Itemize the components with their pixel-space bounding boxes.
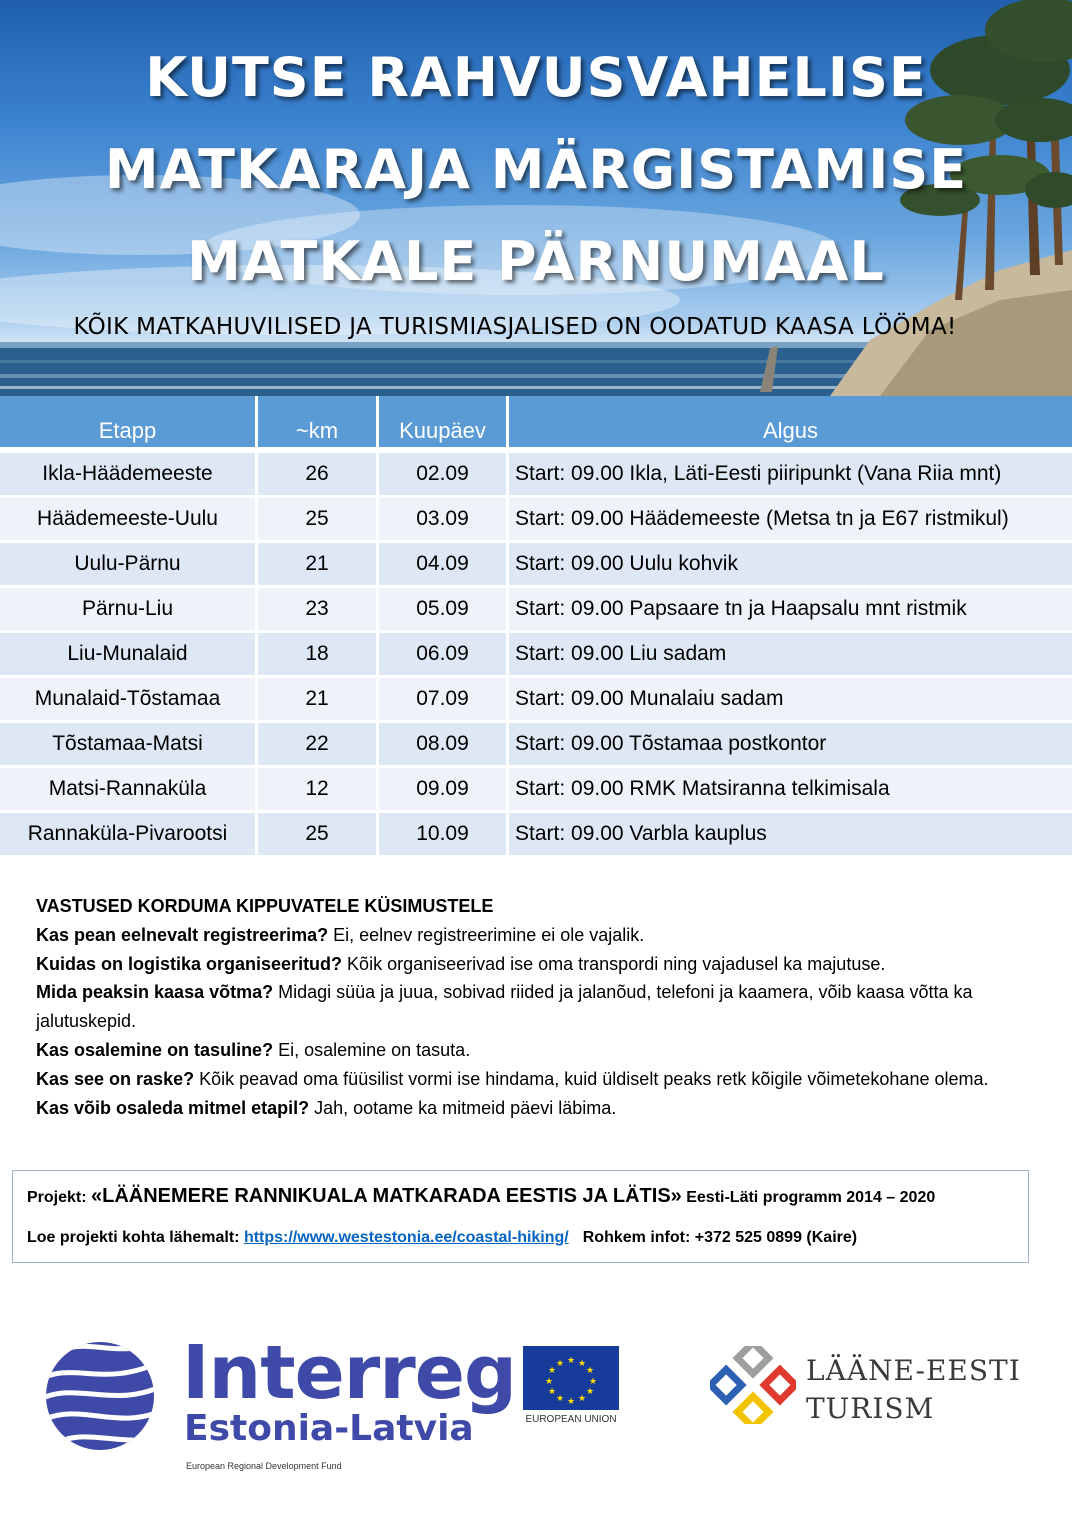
- table-row: [0, 540, 1072, 585]
- faq-question: Kas see on raske?: [36, 1068, 195, 1089]
- title-line-2: MATKARAJA MÄRGISTAMISE: [104, 138, 968, 201]
- date-cell: 03.09: [379, 495, 509, 540]
- faq-answer: Jah, ootame ka mitmeid päevi läbima.: [309, 1097, 617, 1118]
- svg-text:★: ★: [547, 1366, 557, 1376]
- date-cell: 04.09: [379, 540, 509, 585]
- start-cell: Start: 09.00 Papsaare tn ja Haapsalu mnt ristmik: [509, 585, 1072, 630]
- faq-item: [36, 1065, 1036, 1094]
- column-header-km: ~km: [258, 396, 379, 447]
- interreg-emblem-icon: [44, 1340, 156, 1452]
- start-cell: Start: 09.00 Ikla, Läti-Eesti piiripunkt (Vana Riia mnt): [509, 447, 1072, 495]
- svg-text:★: ★: [577, 1359, 587, 1369]
- table-row: [0, 810, 1072, 855]
- km-cell: 26: [258, 447, 379, 495]
- stage-cell: Pärnu-Liu: [0, 585, 258, 630]
- faq-title: VASTUSED KORDUMA KIPPUVATELE KÜSIMUSTELE: [36, 896, 494, 916]
- svg-text:★: ★: [585, 1366, 595, 1376]
- date-cell: 08.09: [379, 720, 509, 765]
- km-cell: 25: [258, 810, 379, 855]
- stage-cell: Munalaid-Tõstamaa: [0, 675, 258, 720]
- column-header-etapp: Etapp: [0, 396, 258, 447]
- date-cell: 10.09: [379, 810, 509, 855]
- eu-label: EUROPEAN UNION: [525, 1414, 617, 1425]
- svg-text:★: ★: [566, 1356, 576, 1366]
- project-line: [27, 1185, 935, 1208]
- faq-answer: Ei, eelnev registreerimine ei ole vajalik.: [328, 924, 645, 945]
- km-cell: 21: [258, 540, 379, 585]
- eu-flag-icon: [523, 1346, 619, 1410]
- table-row: [0, 630, 1072, 675]
- svg-text:★: ★: [588, 1377, 598, 1387]
- column-header-date: Kuupäev: [379, 396, 509, 447]
- start-cell: Start: 09.00 Uulu kohvik: [509, 540, 1072, 585]
- stage-cell: Liu-Munalaid: [0, 630, 258, 675]
- project-programme: Eesti-Läti programm 2014 – 2020: [681, 1189, 936, 1206]
- date-cell: 05.09: [379, 585, 509, 630]
- title-line-1: KUTSE RAHVUSVAHELISE: [145, 46, 927, 109]
- start-cell: Start: 09.00 Liu sadam: [509, 630, 1072, 675]
- svg-text:★: ★: [547, 1387, 557, 1397]
- table-row: [0, 720, 1072, 765]
- faq-item: [36, 950, 1036, 979]
- read-more-label: Loe projekti kohta lähemalt:: [27, 1229, 244, 1246]
- faq-question: Kas osalemine on tasuline?: [36, 1039, 274, 1060]
- start-cell: Start: 09.00 Tõstamaa postkontor: [509, 720, 1072, 765]
- svg-text:★: ★: [577, 1394, 587, 1404]
- start-cell: Start: 09.00 Häädemeeste (Metsa tn ja E67 ristmikul): [509, 495, 1072, 540]
- km-cell: 21: [258, 675, 379, 720]
- table-row: [0, 675, 1072, 720]
- table-row: [0, 447, 1072, 495]
- subtitle: KÕIK MATKAHUVILISED JA TURISMIASJALISED ON OODATUD KAASA LÖÖMA!: [73, 314, 957, 340]
- stage-cell: Rannaküla-Pivarootsi: [0, 810, 258, 855]
- read-more-line: [27, 1229, 857, 1247]
- svg-text:★: ★: [555, 1359, 565, 1369]
- date-cell: 07.09: [379, 675, 509, 720]
- table-row: [0, 495, 1072, 540]
- date-cell: 06.09: [379, 630, 509, 675]
- faq-answer: Midagi süüa ja juua, sobivad riided ja jalanõud, telefoni ja kaamera, võib kaasa võtta ka jalutuskepid.: [36, 982, 973, 1032]
- title-line-3: MATKALE PÄRNUMAAL: [187, 230, 885, 293]
- stage-cell: Ikla-Häädemeeste: [0, 447, 258, 495]
- project-name: «LÄÄNEMERE RANNIKUALA MATKARADA EESTIS JA LÄTIS»: [91, 1185, 682, 1207]
- column-header-start: Algus: [509, 396, 1072, 447]
- faq-item: [36, 1036, 1036, 1065]
- stage-cell: Häädemeeste-Uulu: [0, 495, 258, 540]
- km-cell: 25: [258, 495, 379, 540]
- lt-line-2: TURISM: [806, 1392, 935, 1425]
- faq-question: Kas pean eelnevalt registreerima?: [36, 924, 329, 945]
- faq-question: Kas võib osaleda mitmel etapil?: [36, 1097, 310, 1118]
- svg-text:★: ★: [566, 1397, 576, 1407]
- project-link[interactable]: https://www.westestonia.ee/coastal-hiking/: [243, 1229, 569, 1246]
- project-info-box: [12, 1170, 1029, 1263]
- faq-item: [36, 1094, 1036, 1123]
- faq-answer: Ei, osalemine on tasuta.: [273, 1039, 471, 1060]
- faq-item: [36, 978, 1036, 1036]
- faq-answer: Kõik organiseerivad ise oma transpordi ning vajadusel ka majutuse.: [342, 953, 886, 974]
- date-cell: 09.09: [379, 765, 509, 810]
- svg-text:★: ★: [585, 1387, 595, 1397]
- interreg-fund-label: European Regional Development Fund: [186, 1461, 342, 1471]
- lt-line-1: LÄÄNE-EESTI: [806, 1354, 1021, 1387]
- km-cell: 12: [258, 765, 379, 810]
- svg-text:★: ★: [544, 1377, 554, 1387]
- faq-section: [36, 892, 1036, 1122]
- stage-cell: Matsi-Rannaküla: [0, 765, 258, 810]
- faq-question: Kuidas on logistika organiseeritud?: [36, 953, 343, 974]
- schedule-table: [0, 396, 1072, 855]
- date-cell: 02.09: [379, 447, 509, 495]
- start-cell: Start: 09.00 RMK Matsiranna telkimisala: [509, 765, 1072, 810]
- table-row: [0, 585, 1072, 630]
- faq-question: Mida peaksin kaasa võtma?: [36, 982, 274, 1003]
- faq-item: [36, 921, 1036, 950]
- laane-eesti-turism-wordmark: [806, 1352, 1021, 1428]
- header-banner: [0, 0, 1072, 396]
- stage-cell: Uulu-Pärnu: [0, 540, 258, 585]
- start-cell: Start: 09.00 Munalaiu sadam: [509, 675, 1072, 720]
- km-cell: 22: [258, 720, 379, 765]
- table-row: [0, 765, 1072, 810]
- contact-info: Rohkem infot: +372 525 0899 (Kaire): [582, 1229, 858, 1246]
- laane-eesti-turism-emblem-icon: [710, 1346, 796, 1424]
- start-cell: Start: 09.00 Varbla kauplus: [509, 810, 1072, 855]
- table-header-row: [0, 396, 1072, 447]
- project-label: Projekt:: [27, 1189, 92, 1206]
- svg-text:★: ★: [555, 1394, 565, 1404]
- km-cell: 23: [258, 585, 379, 630]
- stage-cell: Tõstamaa-Matsi: [0, 720, 258, 765]
- interreg-programme-name: Estonia-Latvia: [184, 1408, 474, 1449]
- faq-answer: Kõik peavad oma füüsilist vormi ise hindama, kuid üldiselt peaks retk kõigile võimetekohane olema.: [194, 1068, 989, 1089]
- km-cell: 18: [258, 630, 379, 675]
- interreg-wordmark: Interreg: [182, 1330, 516, 1416]
